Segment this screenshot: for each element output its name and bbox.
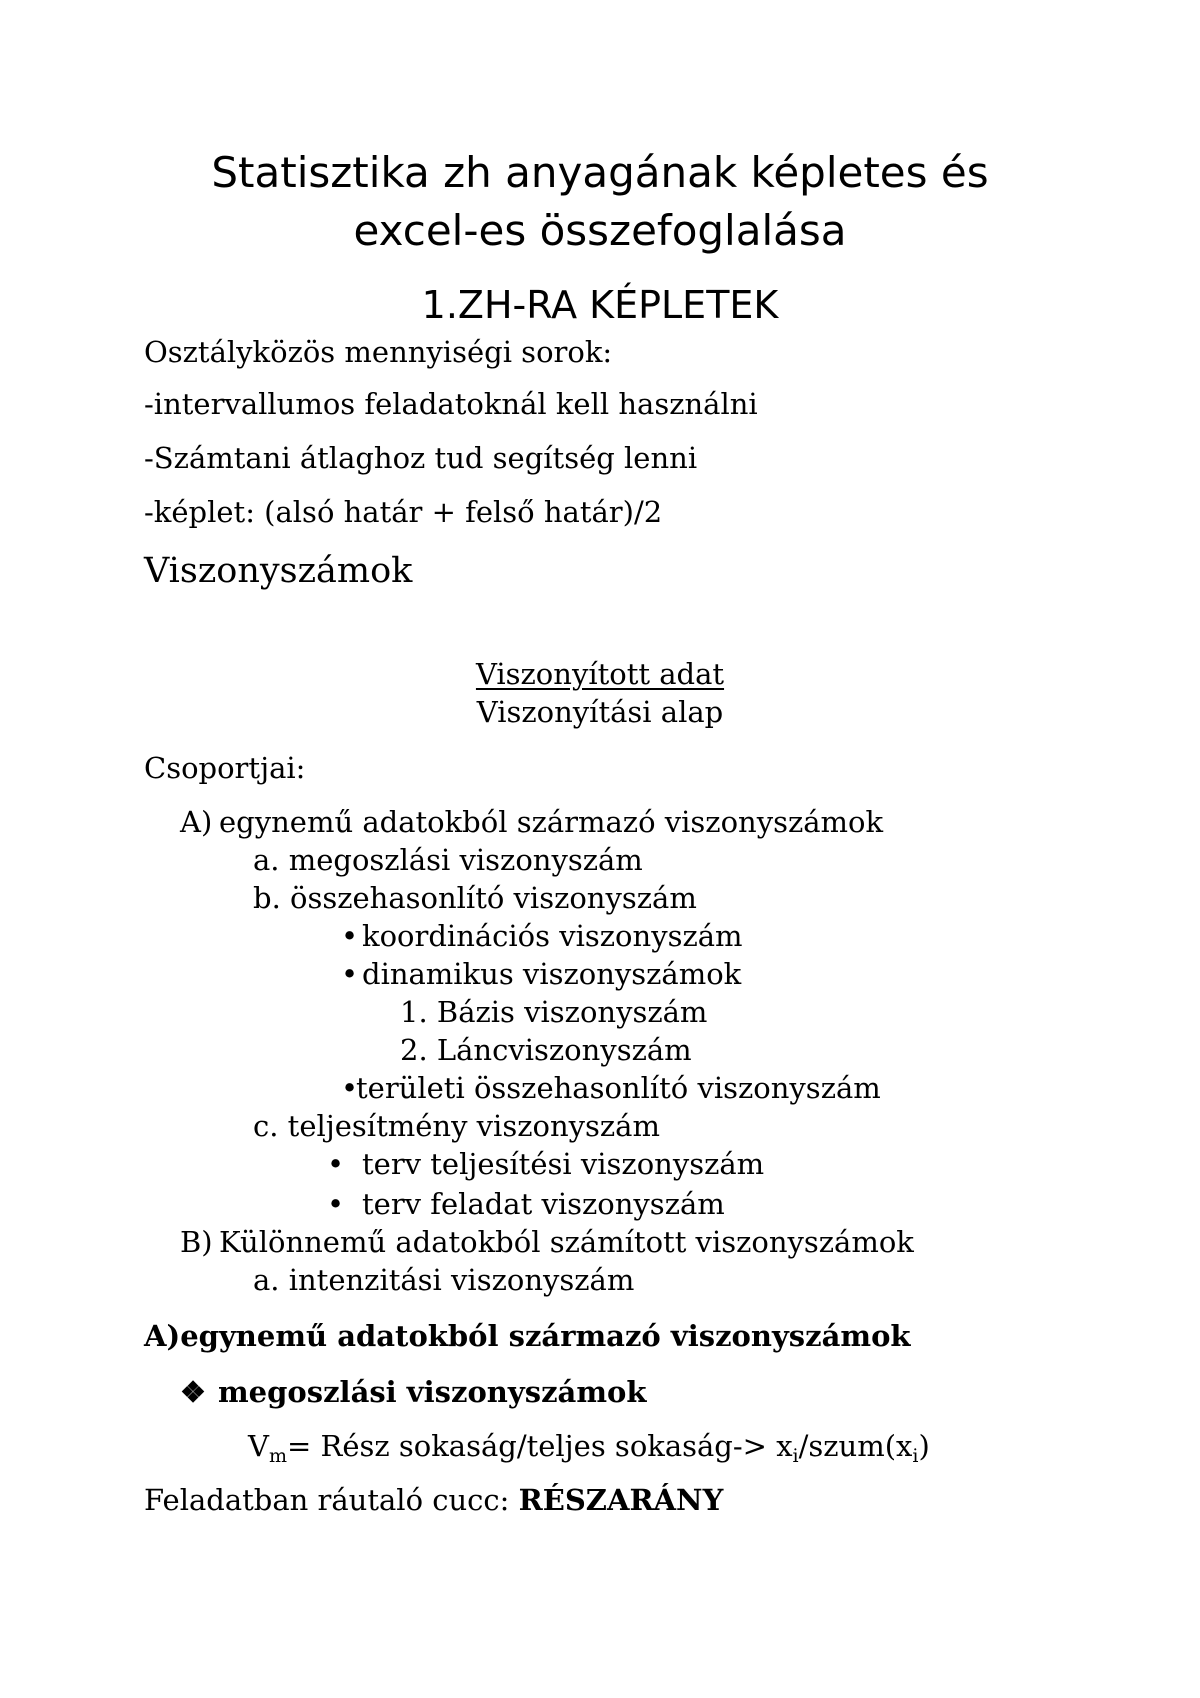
document-title-line-2: excel-es összefoglalása xyxy=(353,206,847,255)
outline-item-b: Különnemű adatokból számított viszonyszámok xyxy=(219,1225,914,1259)
hint-label: Feladatban ráutaló cucc: xyxy=(144,1483,519,1517)
bold-section-heading: A)egynemű adatokból származó viszonyszámok xyxy=(144,1319,911,1353)
hint-line xyxy=(144,1483,724,1517)
outline-item-a-3: c. teljesítmény viszonyszám xyxy=(253,1109,660,1143)
section-heading: 1.ZH-RA KÉPLETEK xyxy=(421,283,779,327)
bullet: • xyxy=(341,957,359,991)
outline-item-b-1: a. intenzitási viszonyszám xyxy=(253,1263,635,1297)
fraction-denominator: Viszonyítási alap xyxy=(476,695,724,729)
formula-mid: /szum(x xyxy=(798,1429,913,1463)
bullet: • xyxy=(327,1187,345,1221)
viszonyszamok-heading: Viszonyszámok xyxy=(144,551,413,591)
intro-line-1: -intervallumos feladatoknál kell használni xyxy=(144,387,758,421)
fraction-numerator: Viszonyított adat xyxy=(475,657,725,691)
bullet: • xyxy=(327,1147,345,1181)
hint-value: RÉSZARÁNY xyxy=(518,1483,724,1517)
outline-item-sub-bullet-1: terv teljesítési viszonyszám xyxy=(362,1147,765,1181)
diamond-bullet-icon: ❖ xyxy=(180,1375,206,1409)
outline-item-a: egynemű adatokból származó viszonyszámok xyxy=(219,805,884,839)
intro-line-3: -képlet: (alsó határ + felső határ)/2 xyxy=(144,495,663,529)
outline-item-a-2: b. összehasonlító viszonyszám xyxy=(253,881,697,915)
formula-subscript-i: i xyxy=(912,1445,919,1467)
intro-line-2: -Számtani átlaghoz tud segítség lenni xyxy=(144,441,698,475)
bullet: • xyxy=(341,919,359,953)
outline-item-numbered-1: 1. Bázis viszonyszám xyxy=(400,995,708,1029)
outline-item-numbered-2: 2. Láncviszonyszám xyxy=(400,1033,692,1067)
outline-item-bullet-1: koordinációs viszonyszám xyxy=(362,919,743,953)
outline-marker-a: A) xyxy=(180,805,213,839)
outline-item-sub-bullet-2: terv feladat viszonyszám xyxy=(362,1187,725,1221)
outline-item-bullet-2: dinamikus viszonyszámok xyxy=(362,957,742,991)
formula-end: ) xyxy=(918,1429,930,1463)
groups-label: Csoportjai: xyxy=(144,751,306,785)
intro-label: Osztályközös mennyiségi sorok: xyxy=(144,335,613,369)
formula-subscript-m: m xyxy=(268,1445,287,1467)
outline-item-bullet-3: területi összehasonlító viszonyszám xyxy=(356,1071,881,1105)
formula-v: V xyxy=(248,1429,269,1463)
outline-marker-b: B) xyxy=(180,1225,213,1259)
bullet: • xyxy=(341,1071,359,1105)
sub-heading: megoszlási viszonyszámok xyxy=(218,1375,647,1409)
formula-main: = Rész sokaság/teljes sokaság-> x xyxy=(286,1429,793,1463)
outline-item-a-1: a. megoszlási viszonyszám xyxy=(253,843,643,877)
formula xyxy=(248,1429,930,1467)
document-title-line-1: Statisztika zh anyagának képletes és xyxy=(211,148,989,197)
formula-subscript-i: i xyxy=(792,1445,799,1467)
